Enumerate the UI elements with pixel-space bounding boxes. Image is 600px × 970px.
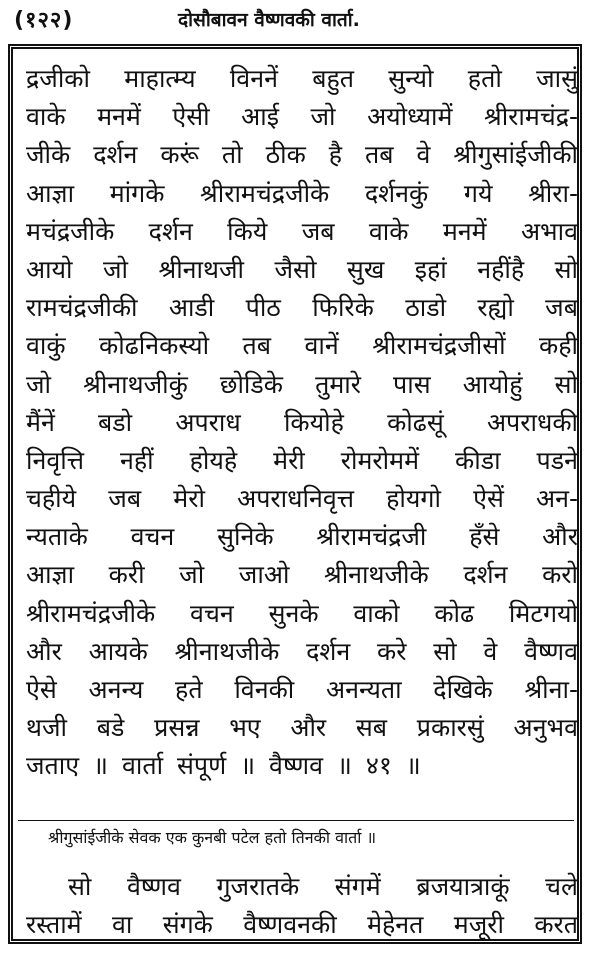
text-line: चहीये जब मेरो अपराधनिवृत्त होयगो ऐसें अन- (26, 484, 578, 514)
text-line: आयो जो श्रीनाथजी जैसो सुख इहां नहींहै सो (26, 254, 578, 284)
running-title: दोसौबावन वैष्णवकी वार्ता. (178, 9, 360, 31)
text-line: ऐसे अनन्य हते विनकी अनन्यता देखिके श्रीना- (26, 675, 578, 704)
text-line: और आयके श्रीनाथजीके दर्शन करे सो वे वैष्णव (26, 636, 578, 666)
text-line: श्रीरामचंद्रजीके वचन सुनके वाको कोढ मिटगयो (26, 598, 578, 628)
section-divider (18, 820, 574, 821)
text-line: जीके दर्शन करूं तो ठीक है तब वे श्रीगुसांईजीकी (26, 140, 578, 170)
next-story-text-block (26, 868, 578, 944)
text-line: रस्तामें वा संगके वैष्णवनकी मेहेनत मजूरी करत (26, 910, 578, 939)
text-line-story-end: जताए ॥ वार्ता संपूर्ण ॥ वैष्णव ॥ ४१ ॥ (26, 751, 421, 781)
text-line: वाकुं कोढनिकस्यो तब वानें श्रीरामचंद्रजीसों कही (26, 331, 578, 361)
page-number: (१२२) (14, 8, 74, 33)
text-line: थजी बडे प्रसन्न भए और सब प्रकारसुं अनुभव (26, 713, 578, 743)
text-line: जो श्रीनाथजीकुं छोडिके तुमारे पास आयोहुं सो (26, 369, 578, 399)
text-line: आज्ञा मांगके श्रीरामचंद्रजीके दर्शनकुं गये श्रीरा- (26, 178, 578, 208)
text-line: सो वैष्णव गुजरातके संगमें ब्रजयात्राकूं चले (68, 872, 578, 901)
section-heading: श्रीगुसांईजीके सेवक एक कुनबी पटेल हतो तिनकी वार्ता ॥ (48, 828, 377, 847)
page-header (0, 0, 600, 46)
text-line: मचंद्रजीके दर्शन किये जब वाके मनमें अभाव (26, 216, 578, 246)
text-line: वाके मनमें ऐसी आई जो अयोध्यामें श्रीरामचंद्र- (26, 102, 578, 132)
text-line: मैंनें बडो अपराध कियोहे कोढसूं अपराधकी (26, 407, 578, 437)
text-line: आज्ञा करी जो जाओ श्रीनाथजीके दर्शन करो (26, 560, 578, 590)
main-text-block (26, 60, 578, 786)
text-line: रामचंद्रजीकी आडी पीठ फिरिके ठाडो रह्यो जब (26, 293, 578, 323)
text-line: न्यताके वचन सुनिके श्रीरामचंद्रजी हँसे और (26, 522, 578, 552)
text-line: द्रजीको माहात्म्य विननें बहुत सुन्यो हतो जासुं (26, 64, 578, 93)
text-line: निवृत्ति नहीं होयहे मेरी रोमरोममें कीडा पडने (26, 445, 578, 475)
